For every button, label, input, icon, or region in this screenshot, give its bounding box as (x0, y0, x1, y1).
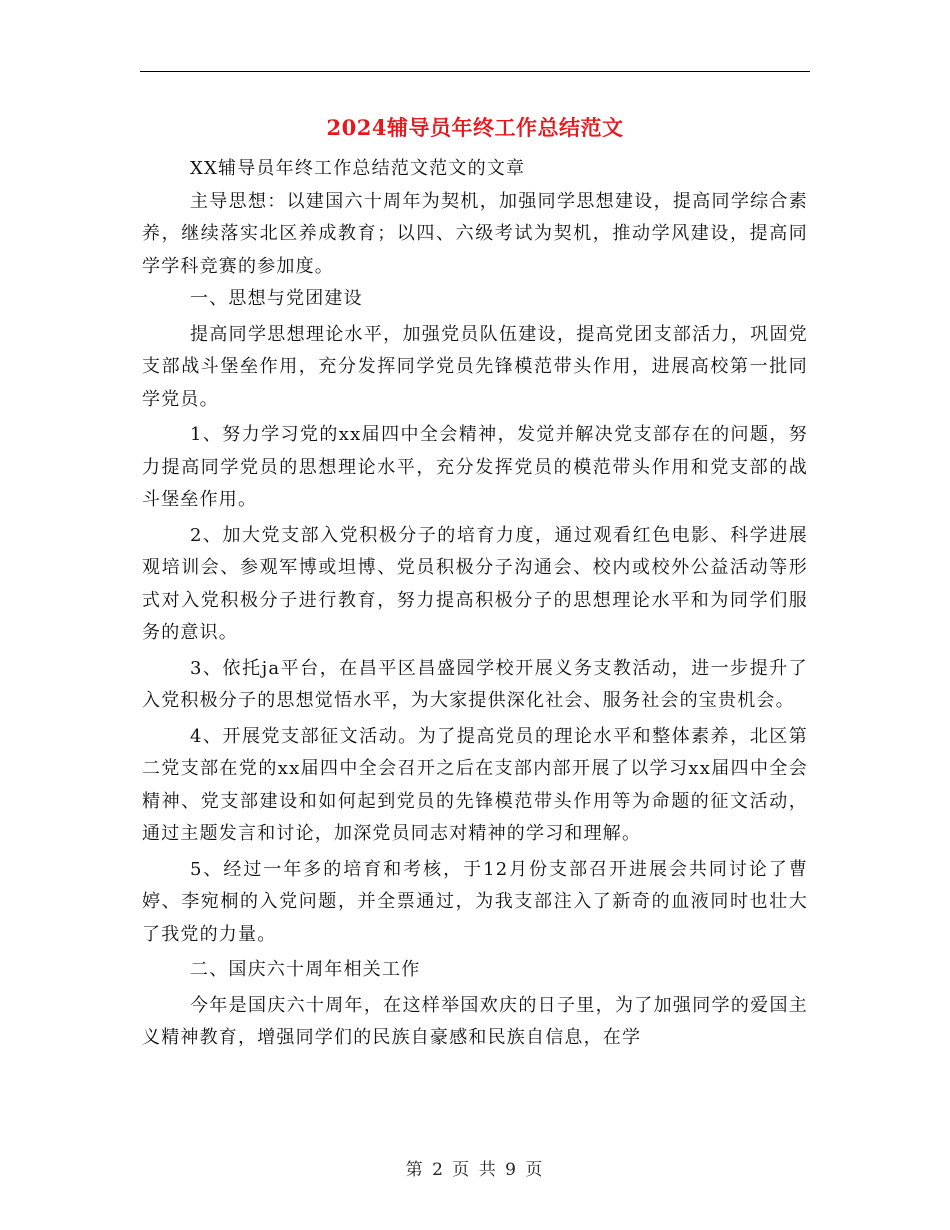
section-heading-2: 二、国庆六十周年相关工作 (190, 959, 421, 980)
section-heading-1: 一、思想与党团建设 (190, 288, 363, 309)
list-item-3: 3、依托ja平台，在昌平区昌盛园学校开展义务支教活动，进一步提升了入党积极分子的思想觉悟水平，为大家提供深化社会、服务社会的宝贵机会。 (142, 657, 808, 711)
paragraph: 提高同学思想理论水平，加强党员队伍建设，提高党团支部活力，巩固党支部战斗堡垒作用，充分发挥同学党员先锋模范带头作用，进展高校第一批同学党员。 (142, 323, 808, 410)
list-item-5: 5、经过一年多的培育和考核，于12月份支部召开进展会共同讨论了曹婷、李宛桐的入党问题，并全票通过，为我支部注入了新奇的血液同时也壮大了我党的力量。 (142, 858, 808, 945)
header-rule (140, 71, 810, 72)
list-item-2: 2、加大党支部入党积极分子的培育力度，通过观看红色电影、科学进展观培训会、参观军博或坦博、党员积极分子沟通会、校内或校外公益活动等形式对入党积极分子进行教育，努力提高积极分子的思想理论水平和为同学们服务的意识。 (142, 524, 808, 643)
list-item-1: 1、努力学习党的xx届四中全会精神，发觉并解决党支部存在的问题，努力提高同学党员的思想理论水平，充分发挥党员的模范带头作用和党支部的战斗堡垒作用。 (142, 424, 808, 510)
paragraph-subtitle: XX辅导员年终工作总结范文范文的文章 (190, 158, 526, 179)
list-item-4: 4、开展党支部征文活动。为了提高党员的理论水平和整体素养，北区第二党支部在党的xx届四中全会召开之后在支部内部开展了以学习xx届四中全会精神、党支部建设和如何起到党员的先锋模范带头作用等为命题的征文活动，通过主题发言和讨论，加深党员同志对精神的学习和理解。 (142, 725, 808, 844)
document-title: 2024辅导员年终工作总结范文 (326, 115, 624, 140)
paragraph-guiding-idea: 主导思想：以建国六十周年为契机，加强同学思想建设，提高同学综合素养，继续落实北区养成教育；以四、六级考试为契机，推动学风建设，提高同学学科竞赛的参加度。 (142, 190, 808, 277)
paragraph: 今年是国庆六十周年，在这样举国欢庆的日子里，为了加强同学的爱国主义精神教育，增强同学们的民族自豪感和民族自信息，在学 (142, 994, 808, 1048)
document-body (142, 153, 808, 1055)
page-number: 第 2 页 共 9 页 (405, 1160, 545, 1180)
